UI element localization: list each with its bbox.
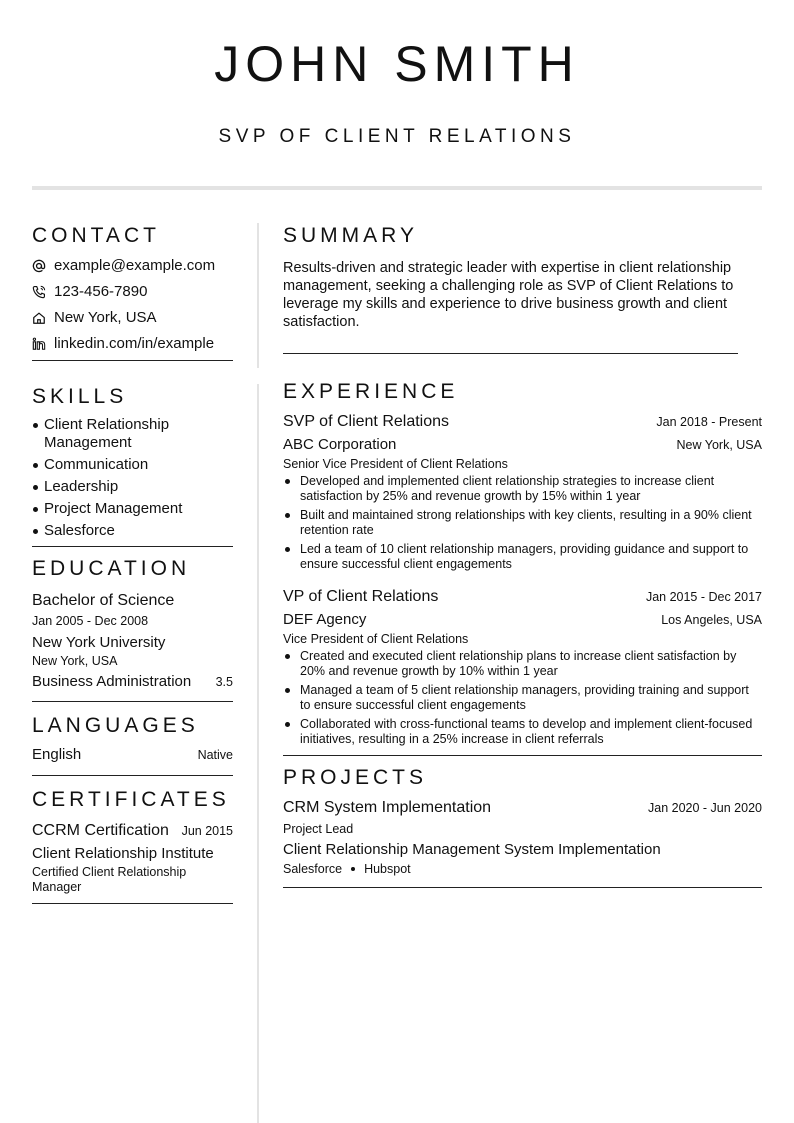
contact-linkedin[interactable]: [32, 334, 233, 354]
education-school: New York University: [32, 634, 166, 651]
education-field: Business Administration: [32, 673, 192, 690]
skill-item: Leadership: [32, 478, 233, 496]
job-subtitle: Vice President of Client Relations: [283, 632, 469, 646]
job-title: VP of Client Relations: [283, 588, 439, 605]
contact-location-text: New York, USA: [54, 309, 157, 326]
education-title: EDUCATION: [32, 557, 191, 580]
tag-separator-dot: [351, 867, 355, 871]
job-dates: Jan 2015 - Dec 2017: [645, 590, 762, 604]
languages-title: LANGUAGES: [32, 714, 199, 737]
education-gpa: 3.5: [215, 675, 233, 689]
project-description: Client Relationship Management System Implementation: [283, 841, 661, 858]
language-row: [32, 745, 233, 765]
at-icon: [32, 259, 46, 273]
summary-text: Results-driven and strategic leader with expertise in client relationship management, seeking a challenging role as SVP of Client Relations to leverage my skills and experience to drive business growth and client satisfaction.: [283, 260, 734, 330]
skill-item: Communication: [32, 456, 233, 474]
project-tag: Salesforce: [283, 862, 343, 876]
header-divider: [32, 186, 762, 190]
certificate-date: Jun 2015: [181, 824, 233, 838]
job-bullet: Led a team of 10 client relationship managers, providing guidance and support to ensure successful client engagements: [283, 542, 762, 572]
skills-list: [32, 416, 233, 540]
education-dates: Jan 2005 - Dec 2008: [32, 614, 149, 628]
certificates-section: [32, 787, 233, 904]
job-location: Los Angeles, USA: [661, 613, 762, 627]
column-divider-top: [257, 223, 259, 368]
education-section: [32, 556, 233, 702]
certificate-description: Certified Client Relationship Manager: [32, 865, 187, 894]
contact-title: CONTACT: [32, 224, 160, 247]
job-bullet: Collaborated with cross-functional teams to develop and implement client-focused initiatives, resulting in a 25% increase in client referrals: [283, 717, 762, 747]
job-bullet: Managed a team of 5 client relationship managers, providing training and support to ensure successful client engagements: [283, 683, 762, 713]
job-bullets: [283, 649, 762, 747]
column-divider-bottom: [257, 384, 259, 1123]
skills-section: [32, 384, 233, 547]
experience-title: EXPERIENCE: [283, 380, 459, 403]
job-entry: [283, 411, 762, 572]
left-column: [32, 223, 233, 904]
job-entry: [283, 586, 762, 747]
projects-section: [283, 765, 762, 888]
contact-phone[interactable]: [32, 282, 233, 302]
home-icon: [32, 311, 46, 325]
linkedin-icon: [32, 337, 46, 351]
job-subtitle: Senior Vice President of Client Relations: [283, 457, 508, 471]
certificate-name: CCRM Certification: [32, 822, 169, 839]
skill-item: Salesforce: [32, 522, 233, 540]
candidate-role: SVP OF CLIENT RELATIONS: [218, 126, 576, 147]
language-level: Native: [197, 748, 233, 762]
education-location: New York, USA: [32, 654, 118, 668]
job-bullets: [283, 474, 762, 572]
job-company: ABC Corporation: [283, 436, 397, 453]
phone-icon: [32, 285, 46, 299]
contact-email[interactable]: [32, 256, 233, 276]
skill-item: Client Relationship Management: [32, 416, 233, 452]
certificate-issuer: Client Relationship Institute: [32, 845, 214, 862]
candidate-name: JOHN SMITH: [214, 36, 580, 92]
project-role: Project Lead: [283, 822, 354, 836]
contact-email-text: example@example.com: [54, 257, 216, 274]
contact-phone-text: 123-456-7890: [54, 283, 148, 300]
job-title: SVP of Client Relations: [283, 413, 450, 430]
summary-section: [283, 223, 738, 354]
right-column: [283, 223, 762, 888]
job-location: New York, USA: [676, 438, 762, 452]
education-degree: Bachelor of Science: [32, 592, 175, 609]
job-bullet: Developed and implemented client relationship strategies to increase client satisfaction by 25% and revenue growth by 15% within 1 year: [283, 474, 762, 504]
certificates-title: CERTIFICATES: [32, 788, 230, 811]
job-bullet: Built and maintained strong relationships with key clients, resulting in a 90% client retention rate: [283, 508, 762, 538]
projects-title: PROJECTS: [283, 766, 428, 789]
project-tags: [283, 861, 762, 877]
job-dates: Jan 2018 - Present: [656, 415, 762, 429]
skills-title: SKILLS: [32, 385, 128, 408]
project-dates: Jan 2020 - Jun 2020: [648, 801, 762, 815]
job-company: DEF Agency: [283, 611, 367, 628]
summary-title: SUMMARY: [283, 224, 418, 247]
skill-item: Project Management: [32, 500, 233, 518]
contact-location: [32, 308, 233, 328]
job-bullet: Created and executed client relationship plans to increase client satisfaction by 20% and revenue growth by 10% within 1 year: [283, 649, 762, 679]
contact-linkedin-text: linkedin.com/in/example: [54, 335, 215, 352]
experience-section: [283, 379, 762, 756]
project-name: CRM System Implementation: [283, 799, 492, 816]
contact-section: [32, 223, 233, 361]
languages-section: [32, 713, 233, 776]
project-tag: Hubspot: [364, 862, 411, 876]
language-name: English: [32, 746, 82, 763]
